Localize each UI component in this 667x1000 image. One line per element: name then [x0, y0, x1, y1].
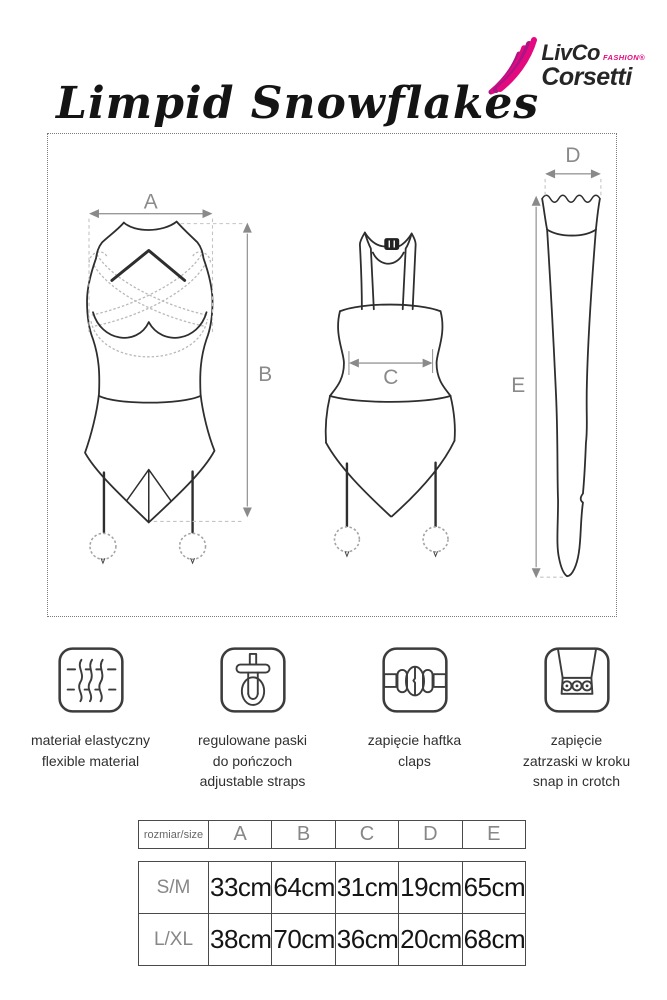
size-label: S/M: [139, 862, 209, 914]
value-cell: 70cm: [272, 914, 335, 966]
brand-text: [541, 42, 645, 90]
column-header-b: B: [272, 821, 335, 849]
garment-back-drawing: [326, 233, 455, 557]
caption-line: regulowane paski: [198, 732, 307, 748]
column-header-d: D: [399, 821, 462, 849]
features-row: [0, 646, 667, 792]
feature-elastic-material: [10, 646, 172, 792]
caption-line: snap in crotch: [532, 773, 621, 790]
brand-fashion-label: FASHION®: [602, 52, 645, 62]
dimension-e-label: E: [511, 373, 526, 397]
size-table-header: [138, 820, 526, 849]
dimension-d: [545, 144, 601, 196]
dimension-d-label: D: [565, 143, 581, 167]
caption-line: do pończoch: [212, 752, 293, 769]
dimension-a-label: A: [143, 190, 158, 214]
garter-straps-icon: [219, 646, 287, 714]
size-label: L/XL: [139, 914, 209, 966]
brand-name-corsetti: Corsetti: [541, 63, 632, 91]
value-cell: 31cm: [335, 862, 398, 914]
brand-name-livco: LivCo: [541, 40, 600, 65]
caption-line: materiał elastyczny: [30, 732, 151, 748]
measurement-diagram: [48, 134, 616, 616]
feature-hook-clasp: [334, 646, 496, 792]
dimension-a: [89, 191, 242, 333]
size-header-cell: rozmiar/size: [139, 821, 209, 849]
feature-caption: [368, 730, 461, 771]
elastic-material-icon: [57, 646, 125, 714]
column-header-e: E: [462, 821, 525, 849]
stocking-drawing: [542, 195, 600, 576]
dimension-c: [349, 349, 433, 389]
caption-line: adjustable straps: [199, 773, 306, 790]
caption-line: claps: [398, 752, 431, 769]
dimension-c-label: C: [383, 365, 399, 389]
value-cell: 20cm: [399, 914, 462, 966]
column-header-c: C: [335, 821, 398, 849]
feature-adjustable-straps: [172, 646, 334, 792]
dimension-b-label: B: [258, 362, 273, 386]
size-table-body: [138, 861, 526, 966]
table-row: [139, 914, 526, 966]
column-header-a: A: [209, 821, 272, 849]
size-table: [138, 820, 526, 966]
value-cell: 38cm: [209, 914, 272, 966]
value-cell: 68cm: [462, 914, 525, 966]
crotch-snaps-icon: [543, 646, 611, 714]
feature-caption: [198, 730, 307, 792]
table-row: [139, 862, 526, 914]
table-gap: [138, 849, 526, 855]
feature-caption: [523, 730, 630, 792]
hook-clasp-icon: [381, 646, 449, 714]
feature-caption: [31, 730, 150, 771]
caption-line: zapięcie haftka: [367, 732, 462, 748]
value-cell: 65cm: [462, 862, 525, 914]
garment-front-drawing: [85, 222, 214, 564]
value-cell: 36cm: [335, 914, 398, 966]
feature-crotch-snaps: [496, 646, 658, 792]
measurement-diagram-box: [47, 133, 617, 617]
caption-line: flexible material: [41, 752, 140, 769]
value-cell: 19cm: [399, 862, 462, 914]
value-cell: 64cm: [272, 862, 335, 914]
product-title: Limpid Snowflakes: [56, 78, 540, 129]
caption-line: zapięcie: [550, 732, 603, 748]
value-cell: 33cm: [209, 862, 272, 914]
caption-line: zatrzaski w kroku: [522, 752, 631, 769]
